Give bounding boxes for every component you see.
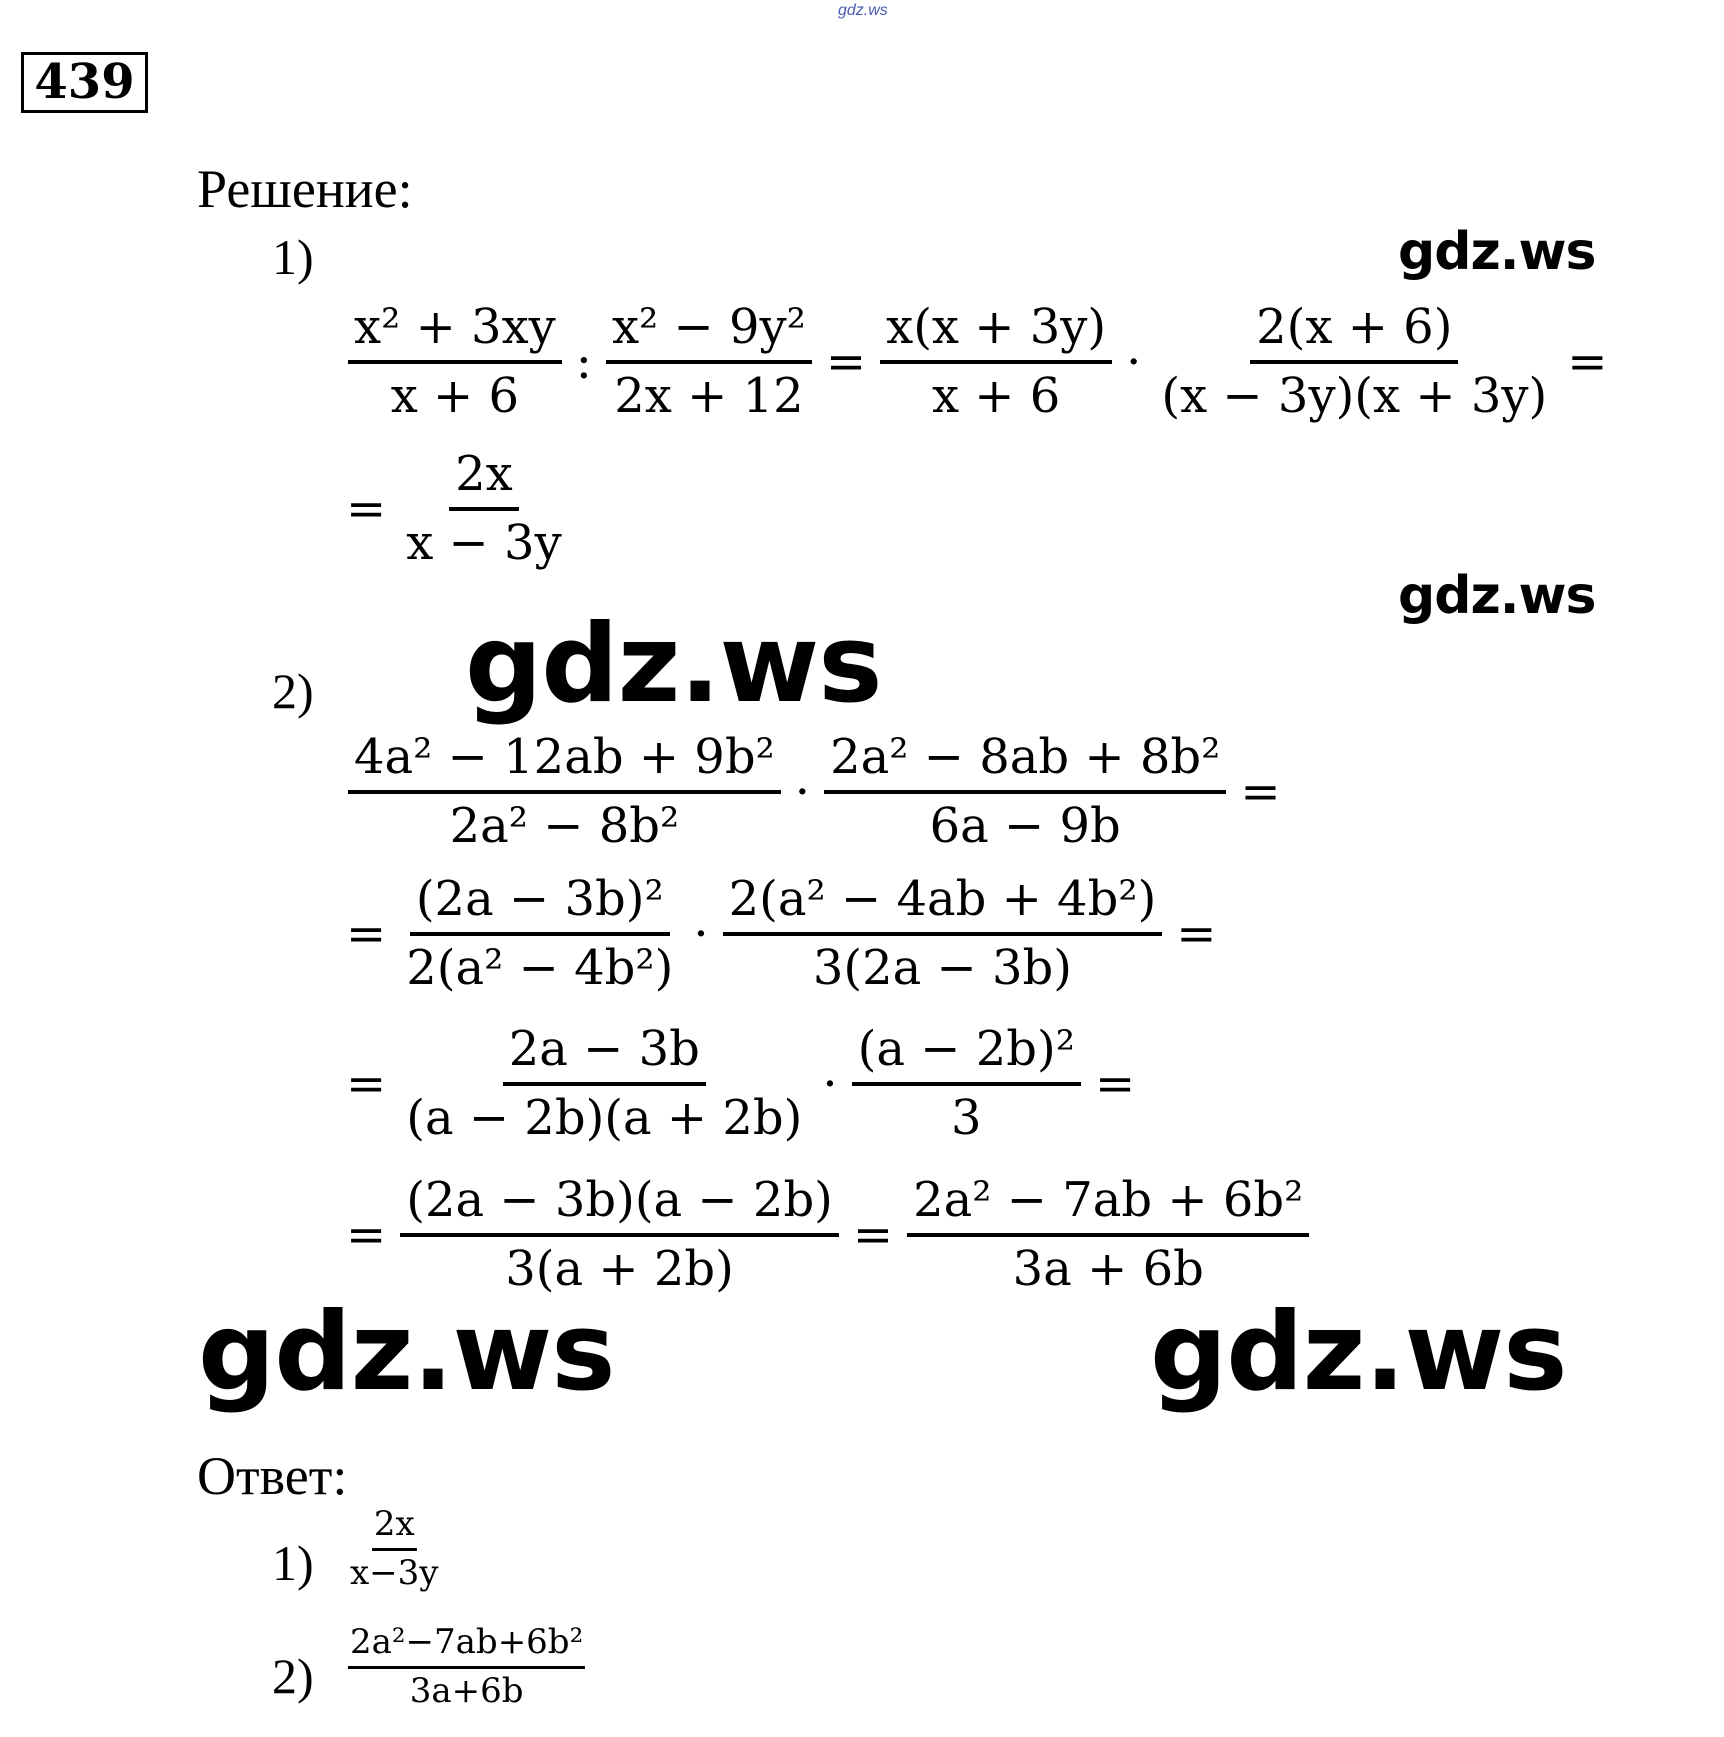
denominator: 2a² − 8b² [449,797,680,854]
part2-line4 [340,1168,1317,1302]
answer1-label: 1) [272,1535,314,1591]
numerator: x(x + 3y) [880,295,1112,364]
fraction [348,1620,585,1715]
denominator: (x − 3y)(x + 3y) [1161,367,1548,424]
part1-line2 [340,442,576,576]
numerator: 2a² − 7ab + 6b² [907,1168,1309,1237]
part1-line1 [340,295,1613,429]
answer2-label: 2) [272,1648,314,1704]
denominator: 3(2a − 3b) [812,939,1073,996]
fraction [400,1168,839,1302]
problem-number: 439 [21,52,148,113]
equals-sign: = [346,1055,387,1112]
part1-label: 1) [272,229,314,285]
numerator: 2(a² − 4ab + 4b²) [723,867,1163,936]
denominator: 3a + 6b [1012,1240,1204,1297]
numerator: 2a² − 8ab + 8b² [824,725,1226,794]
denominator: 3(a + 2b) [505,1240,734,1297]
fraction [852,1017,1081,1151]
watermark-3: gdz.ws [465,602,882,727]
numerator: 4a² − 12ab + 9b² [348,725,781,794]
numerator: x² + 3xy [348,295,562,364]
answer2-fraction [340,1620,593,1715]
equals-sign: = [825,333,867,390]
solution-heading: Решение: [197,159,413,219]
numerator: (a − 2b)² [852,1017,1081,1086]
denominator: 2(a² − 4b²) [406,939,674,996]
top-watermark: gdz.ws [838,2,888,19]
numerator: 2a²−7ab+6b² [348,1620,585,1669]
answer-heading: Ответ: [197,1446,348,1506]
numerator: 2(x + 6) [1250,295,1458,364]
denominator: x−3y [350,1552,439,1593]
denominator: 6a − 9b [929,797,1121,854]
denominator: 3 [951,1089,982,1146]
divide-sign: : [575,333,592,390]
watermark-4: gdz.ws [198,1290,615,1415]
watermark-1: gdz.ws [1398,222,1596,282]
numerator: 2x [449,442,519,511]
fraction [400,867,679,1001]
denominator: (a − 2b)(a + 2b) [406,1089,803,1146]
part2-line2 [340,867,1223,1001]
fraction [348,295,562,429]
multiply-sign: · [822,1055,838,1112]
denominator: x − 3y [406,514,562,571]
watermark-5: gdz.ws [1150,1290,1567,1415]
fraction [606,295,812,429]
fraction [348,1502,441,1597]
fraction [400,1017,808,1151]
denominator: x + 6 [931,367,1061,424]
numerator: (2a − 3b)(a − 2b) [400,1168,839,1237]
watermark-2: gdz.ws [1398,566,1596,626]
equals-sign: = [346,480,387,537]
part2-label: 2) [272,663,314,719]
equals-sign: = [346,1206,387,1263]
denominator: 3a+6b [409,1670,524,1711]
part2-line1 [340,725,1287,859]
equals-sign: = [1567,333,1608,390]
numerator: x² − 9y² [606,295,812,364]
fraction [400,442,567,576]
equals-sign: = [1240,763,1281,820]
answer1-fraction [340,1502,449,1597]
fraction [880,295,1112,429]
part2-line3 [340,1017,1141,1151]
multiply-sign: · [693,905,709,962]
fraction [1155,295,1553,429]
fraction [824,725,1226,859]
fraction [348,725,781,859]
denominator: x + 6 [390,367,520,424]
fraction [723,867,1163,1001]
equals-sign: = [1176,905,1217,962]
numerator: 2x [372,1502,417,1551]
equals-sign: = [852,1206,894,1263]
fraction [907,1168,1309,1302]
equals-sign: = [346,905,387,962]
numerator: 2a − 3b [503,1017,706,1086]
numerator: (2a − 3b)² [410,867,670,936]
multiply-sign: · [1126,333,1142,390]
multiply-sign: · [794,763,811,820]
denominator: 2x + 12 [614,367,804,424]
equals-sign: = [1094,1055,1136,1112]
